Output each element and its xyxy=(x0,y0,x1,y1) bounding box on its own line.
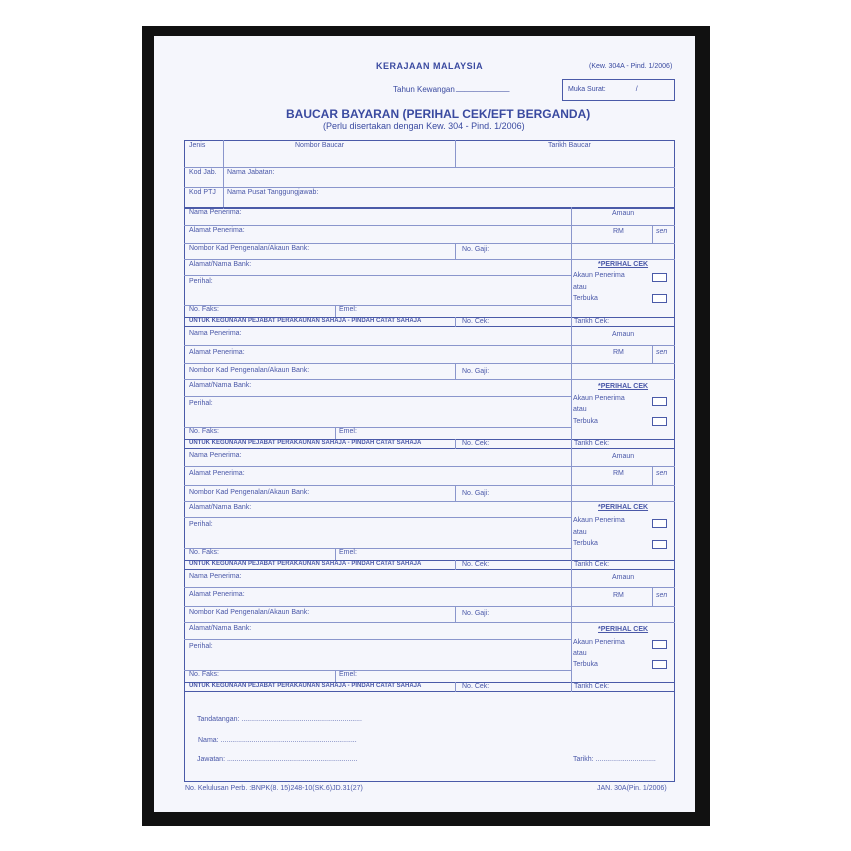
office-divider xyxy=(571,682,572,692)
alamat-bank-label: Alamat/Nama Bank: xyxy=(189,382,252,389)
akaun-penerima-label: Akaun Penerima xyxy=(573,639,625,646)
no-cek-label: No. Cek: xyxy=(462,440,490,447)
jenis-label: Jenis xyxy=(189,142,206,149)
alamat-bank-label: Alamat/Nama Bank: xyxy=(189,261,252,268)
terbuka-checkbox[interactable] xyxy=(652,417,667,426)
row-line xyxy=(184,466,675,467)
no-faks-label: No. Faks: xyxy=(189,306,219,313)
jawatan-field[interactable]: Jawatan: ................................................................... xyxy=(197,756,358,763)
terbuka-label: Terbuka xyxy=(573,661,598,668)
page-number-value: / xyxy=(635,86,638,93)
no-gaji-label: No. Gaji: xyxy=(462,610,490,617)
row-line xyxy=(184,606,675,607)
office-use-label: UNTUK KEGUNAAN PEJABAT PERAKAUNAN SAHAJA - PINDAH CATAT SAHAJA xyxy=(189,440,422,446)
office-use-label: UNTUK KEGUNAAN PEJABAT PERAKAUNAN SAHAJA - PINDAH CATAT SAHAJA xyxy=(189,683,422,689)
tandatangan-field[interactable]: Tandatangan: .............................................................. xyxy=(197,716,362,723)
sen-label: sen xyxy=(656,592,668,599)
akaun-penerima-checkbox[interactable] xyxy=(652,273,667,282)
row-line xyxy=(184,622,675,623)
tarikh-cek-label: Tarikh Cek: xyxy=(574,683,610,690)
financial-year-label: Tahun Kewangan xyxy=(393,85,455,94)
no-cek-label: No. Cek: xyxy=(462,561,490,568)
perihal-cek-label: *PERIHAL CEK xyxy=(598,383,649,390)
amaun-label: Amaun xyxy=(612,453,635,460)
office-divider xyxy=(571,560,572,570)
perihal-label: Perihal: xyxy=(189,278,213,285)
row-line xyxy=(184,396,571,397)
page-number-box[interactable] xyxy=(562,79,675,101)
form-title: BAUCAR BAYARAN (PERIHAL CEK/EFT BERGANDA) xyxy=(286,107,591,121)
nama-penerima-label: Nama Penerima: xyxy=(189,452,242,459)
terbuka-checkbox[interactable] xyxy=(652,540,667,549)
nombor-kad-label: Nombor Kad Pengenalan/Akaun Bank: xyxy=(189,245,310,252)
office-use-label: UNTUK KEGUNAAN PEJABAT PERAKAUNAN SAHAJA - PINDAH CATAT SAHAJA xyxy=(189,318,422,324)
nama-penerima-label: Nama Penerima: xyxy=(189,209,242,216)
office-divider xyxy=(571,317,572,327)
faks-divider xyxy=(335,670,336,682)
office-divider xyxy=(455,560,456,570)
nama-penerima-label: Nama Penerima: xyxy=(189,573,242,580)
terbuka-checkbox[interactable] xyxy=(652,294,667,303)
rm-label: RM xyxy=(613,349,624,356)
amount-column-divider xyxy=(571,207,572,317)
faks-divider xyxy=(335,305,336,317)
no-faks-label: No. Faks: xyxy=(189,549,219,556)
perihal-cek-label: *PERIHAL CEK xyxy=(598,504,649,511)
akaun-penerima-checkbox[interactable] xyxy=(652,519,667,528)
table-divider xyxy=(184,187,675,188)
terbuka-label: Terbuka xyxy=(573,295,598,302)
tarikh-cek-label: Tarikh Cek: xyxy=(574,318,610,325)
no-gaji-label: No. Gaji: xyxy=(462,246,490,253)
row-line xyxy=(184,363,675,364)
sen-divider xyxy=(652,466,653,485)
atau-label: atau xyxy=(573,650,587,657)
tarikh-baucar-label: Tarikh Baucar xyxy=(548,142,591,149)
row-line xyxy=(184,379,675,380)
row-line xyxy=(184,259,675,260)
form-reference: (Kew. 304A - Pind. 1/2006) xyxy=(589,63,673,70)
alamat-penerima-label: Alamat Penerima: xyxy=(189,349,245,356)
row-line xyxy=(184,670,571,671)
gaji-divider xyxy=(455,243,456,259)
row-line xyxy=(184,485,675,486)
sen-label: sen xyxy=(656,349,668,356)
terbuka-label: Terbuka xyxy=(573,540,598,547)
no-faks-label: No. Faks: xyxy=(189,428,219,435)
approval-number: No. Kelulusan Perb. :BNPK(8. 15)248-10(SK.6)JD.31(27) xyxy=(185,785,363,792)
nama-field[interactable]: Nama: ...................................................................... xyxy=(198,737,357,744)
akaun-penerima-checkbox[interactable] xyxy=(652,640,667,649)
row-line xyxy=(184,587,675,588)
emel-label: Emel: xyxy=(339,306,357,313)
row-line xyxy=(184,501,675,502)
form-subtitle: (Perlu disertakan dengan Kew. 304 - Pind. 1/2006) xyxy=(323,121,525,131)
alamat-bank-label: Alamat/Nama Bank: xyxy=(189,625,252,632)
akaun-penerima-label: Akaun Penerima xyxy=(573,395,625,402)
terbuka-checkbox[interactable] xyxy=(652,660,667,669)
nombor-kad-label: Nombor Kad Pengenalan/Akaun Bank: xyxy=(189,367,310,374)
row-line xyxy=(184,427,571,428)
rm-label: RM xyxy=(613,228,624,235)
emel-label: Emel: xyxy=(339,428,357,435)
sen-label: sen xyxy=(656,470,668,477)
amaun-label: Amaun xyxy=(612,210,635,217)
nama-pusat-label: Nama Pusat Tanggungjawab: xyxy=(227,189,319,196)
akaun-penerima-label: Akaun Penerima xyxy=(573,272,625,279)
tarikh-field[interactable]: Tarikh: ............................... xyxy=(573,756,656,763)
tarikh-cek-label: Tarikh Cek: xyxy=(574,561,610,568)
office-divider xyxy=(571,439,572,449)
row-line xyxy=(184,345,675,346)
atau-label: atau xyxy=(573,284,587,291)
akaun-penerima-label: Akaun Penerima xyxy=(573,517,625,524)
gaji-divider xyxy=(455,485,456,501)
sen-label: sen xyxy=(656,228,668,235)
nombor-baucar-label: Nombor Baucar xyxy=(295,142,345,149)
no-gaji-label: No. Gaji: xyxy=(462,368,490,375)
atau-label: atau xyxy=(573,406,587,413)
sen-divider xyxy=(652,225,653,243)
office-use-label: UNTUK KEGUNAAN PEJABAT PERAKAUNAN SAHAJA - PINDAH CATAT SAHAJA xyxy=(189,561,422,567)
perihal-label: Perihal: xyxy=(189,643,213,650)
row-line xyxy=(184,225,675,226)
table-divider xyxy=(223,140,224,209)
page-number-label: Muka Surat: xyxy=(568,86,606,93)
nama-jabatan-label: Nama Jabatan: xyxy=(227,169,275,176)
gaji-divider xyxy=(455,363,456,379)
perihal-label: Perihal: xyxy=(189,400,213,407)
office-divider xyxy=(455,682,456,692)
no-gaji-label: No. Gaji: xyxy=(462,490,490,497)
row-line xyxy=(184,517,571,518)
kod-jab-label: Kod Jab. xyxy=(189,169,217,176)
government-title: KERAJAAN MALAYSIA xyxy=(376,61,484,71)
no-cek-label: No. Cek: xyxy=(462,318,490,325)
perihal-label: Perihal: xyxy=(189,521,213,528)
no-cek-label: No. Cek: xyxy=(462,683,490,690)
financial-year-field[interactable]: ____________ xyxy=(456,83,510,92)
amount-column-divider xyxy=(571,327,572,439)
row-line xyxy=(184,275,571,276)
form-code: JAN. 30A(Pin. 1/2006) xyxy=(597,785,667,792)
faks-divider xyxy=(335,548,336,560)
nombor-kad-label: Nombor Kad Pengenalan/Akaun Bank: xyxy=(189,489,310,496)
alamat-penerima-label: Alamat Penerima: xyxy=(189,591,245,598)
sen-divider xyxy=(652,345,653,363)
row-line xyxy=(184,639,571,640)
nama-penerima-label: Nama Penerima: xyxy=(189,330,242,337)
alamat-bank-label: Alamat/Nama Bank: xyxy=(189,504,252,511)
rm-label: RM xyxy=(613,592,624,599)
office-divider xyxy=(455,317,456,327)
akaun-penerima-checkbox[interactable] xyxy=(652,397,667,406)
office-divider xyxy=(455,439,456,449)
amaun-label: Amaun xyxy=(612,574,635,581)
table-divider xyxy=(455,140,456,167)
kod-ptj-label: Kod PTJ xyxy=(189,189,216,196)
amaun-label: Amaun xyxy=(612,331,635,338)
rm-label: RM xyxy=(613,470,624,477)
nombor-kad-label: Nombor Kad Pengenalan/Akaun Bank: xyxy=(189,609,310,616)
terbuka-label: Terbuka xyxy=(573,418,598,425)
tarikh-cek-label: Tarikh Cek: xyxy=(574,440,610,447)
alamat-penerima-label: Alamat Penerima: xyxy=(189,227,245,234)
atau-label: atau xyxy=(573,529,587,536)
no-faks-label: No. Faks: xyxy=(189,671,219,678)
emel-label: Emel: xyxy=(339,671,357,678)
perihal-cek-label: *PERIHAL CEK xyxy=(598,626,649,633)
perihal-cek-label: *PERIHAL CEK xyxy=(598,261,649,268)
emel-label: Emel: xyxy=(339,549,357,556)
faks-divider xyxy=(335,427,336,439)
sen-divider xyxy=(652,587,653,606)
row-line xyxy=(184,305,571,306)
row-line xyxy=(184,548,571,549)
gaji-divider xyxy=(455,606,456,622)
row-line xyxy=(184,243,675,244)
table-divider xyxy=(184,167,675,168)
alamat-penerima-label: Alamat Penerima: xyxy=(189,470,245,477)
